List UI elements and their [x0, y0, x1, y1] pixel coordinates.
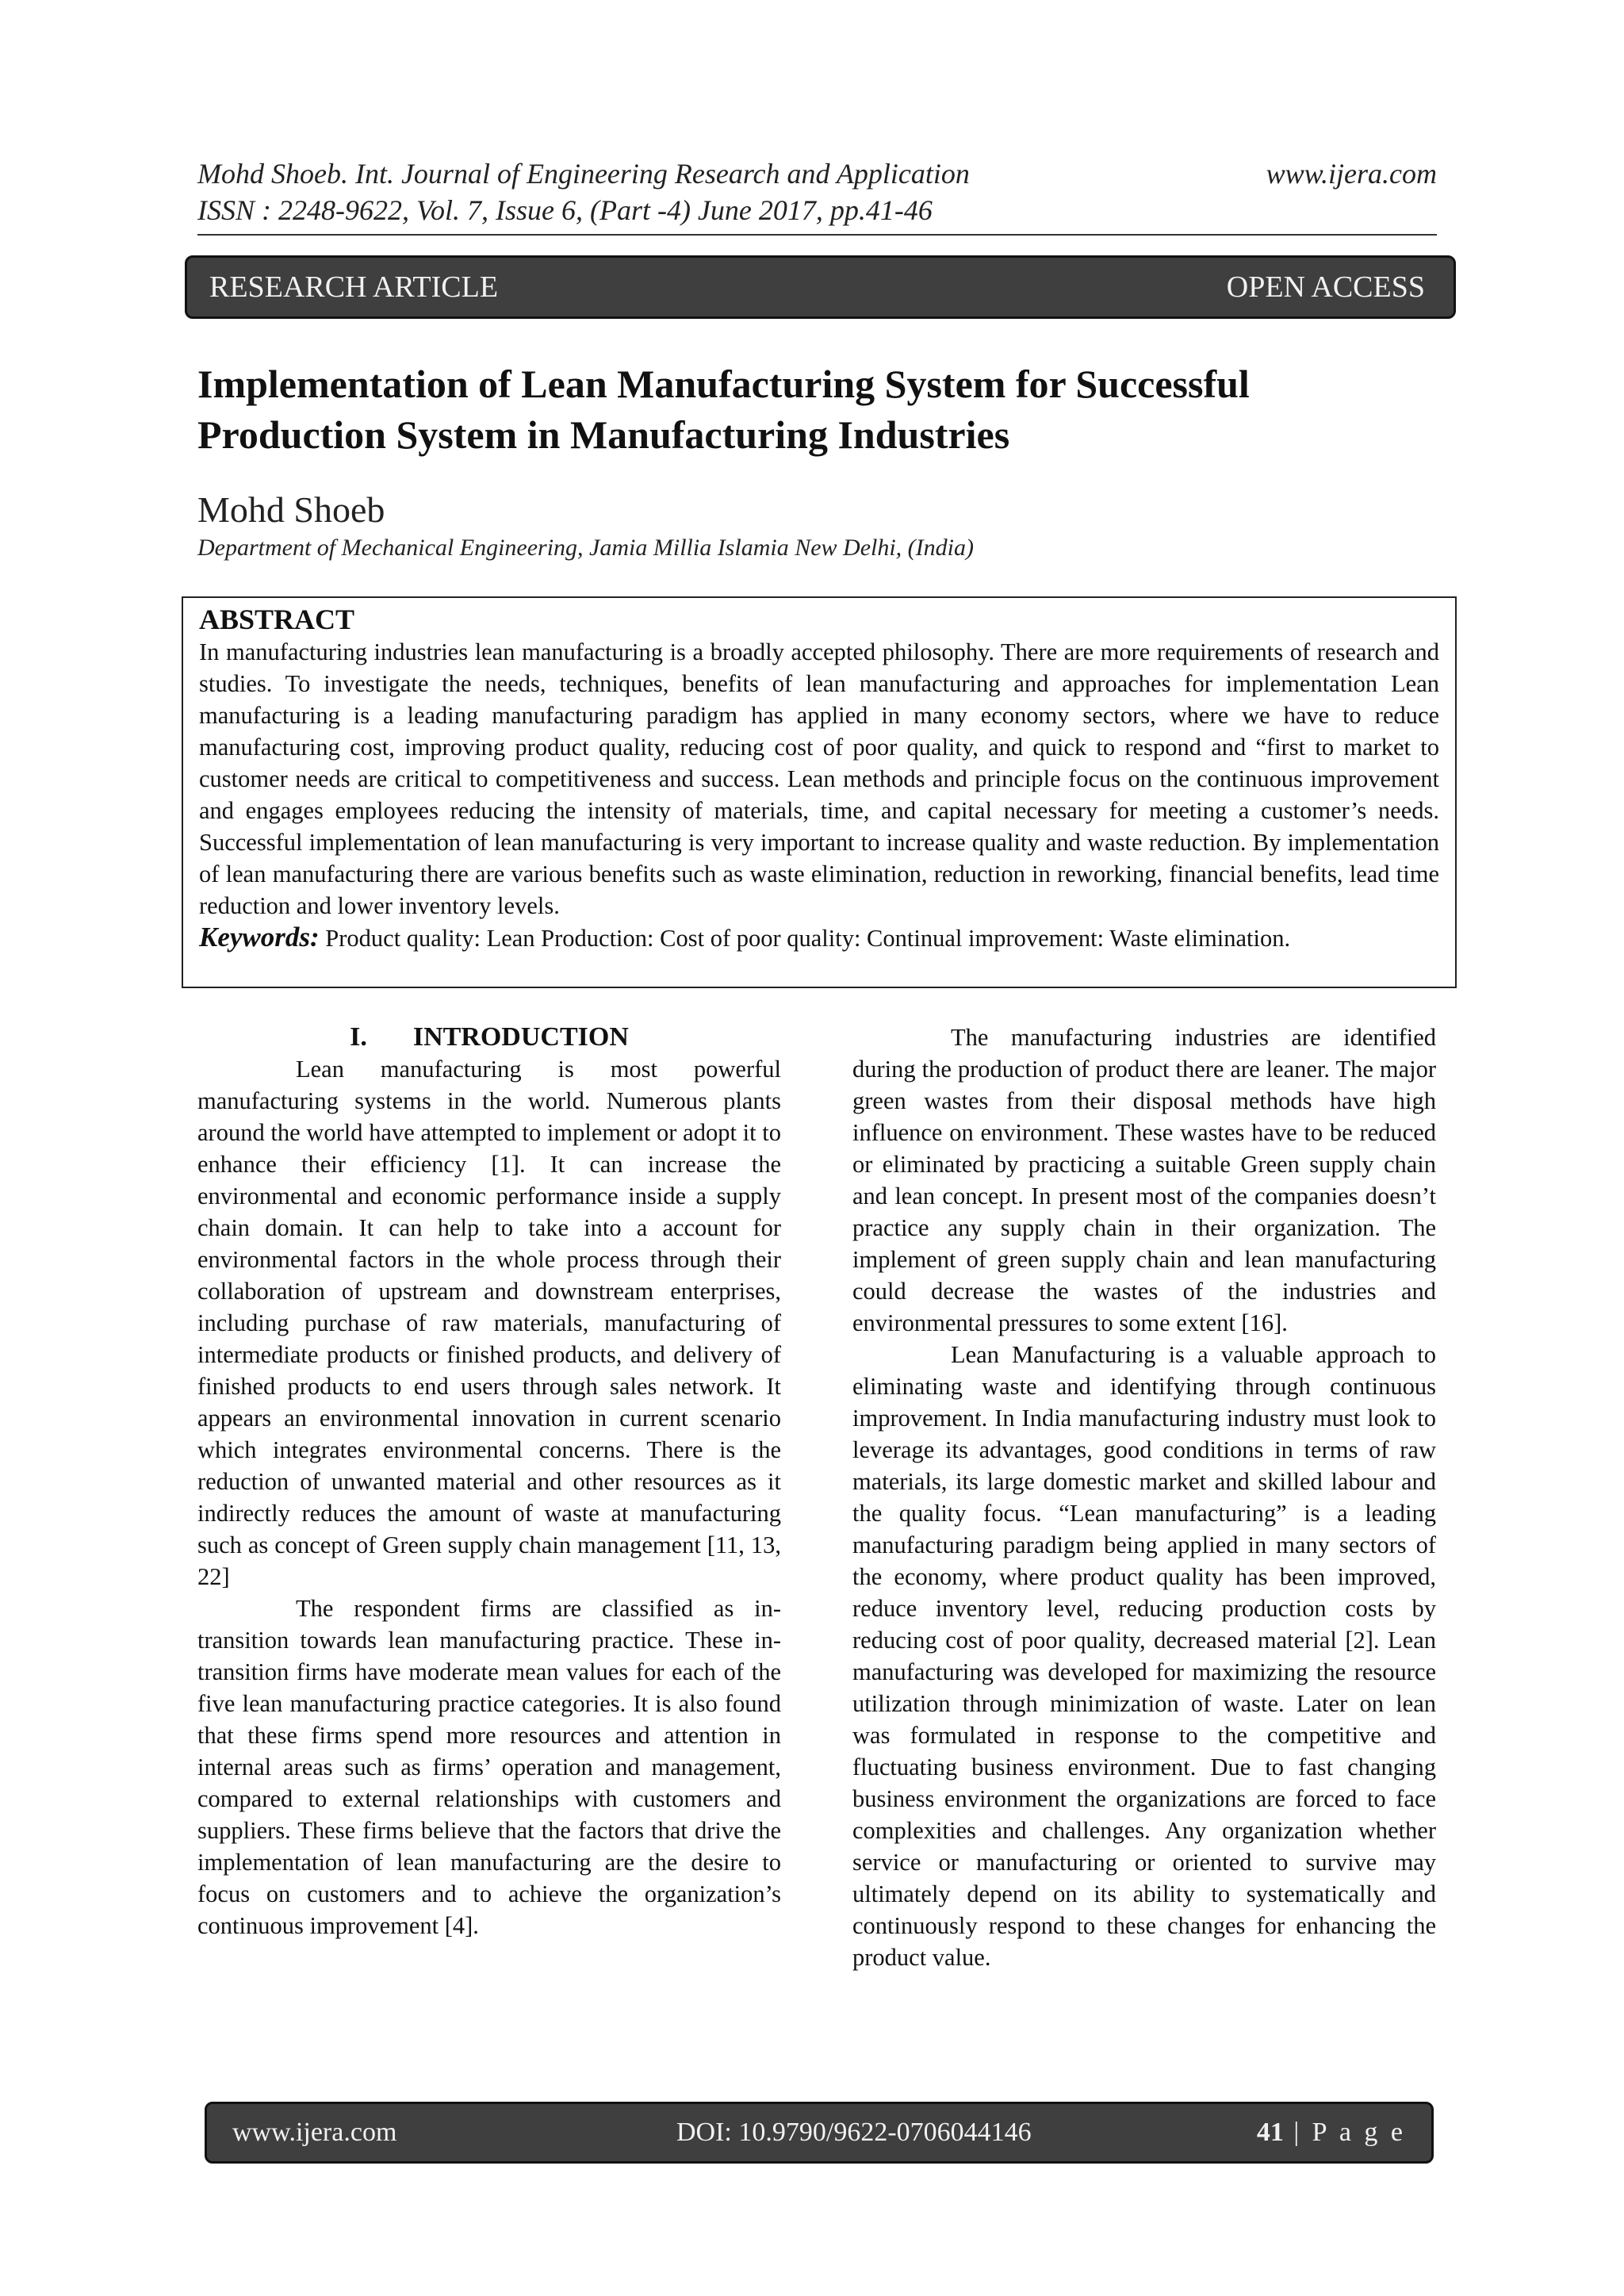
section-title: INTRODUCTION: [412, 1022, 629, 1052]
intro-paragraph: Lean manufacturing is most powerful manufacturing systems in the world. Numerous plants around the world have attempted to implement or adopt it to enhance their efficiency [1]. It can increase the environmental and economic performance inside a supply chain domain. It can help to take into a account for environmental factors in the whole process through their collaboration of upstream and downstream enterprises, including purchase of raw materials, manufacturing of intermediate products or finished products, and delivery of finished products to end users through sales network. It appears an environmental innovation in current scenario which integrates environmental concerns. There is the reduction of unwanted material and other resources as it indirectly reduces the amount of waste at manufacturing such as concept of Green supply chain management [11, 13, 22]: [197, 1056, 781, 1590]
abstract-heading: ABSTRACT: [199, 604, 355, 635]
keywords-label: Keywords:: [199, 922, 320, 953]
page-label: | P a g e: [1293, 2118, 1406, 2147]
page-footer: [205, 2102, 1434, 2164]
intro-paragraph: The respondent firms are classified as in-transition towards lean manufacturing practice. These in-transition firms have moderate mean values for each of the five lean manufacturing practice categories. It is also found that these firms spend more resources and attention in internal areas such as firms’ operation and management, compared to external relationships with customers and suppliers. These firms believe that the factors that drive the implementation of lean manufacturing are the desire to focus on customers and to achieve the organization’s continuous improvement [4].: [197, 1595, 781, 1939]
page-number: 41: [1256, 2118, 1284, 2147]
footer-page: [1257, 2118, 1406, 2148]
left-column: [197, 1022, 781, 1941]
abstract-box: [182, 596, 1457, 988]
body-paragraph: Lean Manufacturing is a valuable approach to eliminating waste and identifying through continuous improvement. In India manufacturing industry must look to leverage its advantages, good conditions in terms of raw materials, its large domestic market and skilled labour and the quality focus. “Lean manufacturing” is a leading manufacturing paradigm being applied in many sectors of the economy, where product quality has been improved, reduce inventory level, reducing production costs by reducing cost of poor quality, decreased material [2]. Lean manufacturing was developed for maximizing the resource utilization through minimization of waste. Later on lean was formulated in response to the competitive and fluctuating business environment. Due to fast changing business environment the organizations are forced to face complexities and challenges. Any organization whether service or manufacturing or oriented to survive may ultimately depend on its ability to systematically and continuously respond to these changes for enhancing the product value.: [852, 1341, 1436, 1971]
author-affiliation: Department of Mechanical Engineering, Jamia Millia Islamia New Delhi, (India): [197, 535, 974, 561]
running-header: [197, 155, 1437, 228]
section-number: I.: [350, 1022, 367, 1052]
keywords-line: [199, 922, 1439, 954]
keywords-text: Product quality: Lean Production: Cost of poor quality: Continual improvement: Waste elimination.: [325, 925, 1291, 952]
footer-website: www.ijera.com: [232, 2118, 397, 2147]
body-paragraph: The manufacturing industries are identified during the production of product there are leaner. The major green wastes from their disposal methods have high influence on environment. These wastes have to be reduced or eliminated by practicing a suitable Green supply chain and lean concept. In present most of the companies doesn’t practice any supply chain in their organization. The implement of green supply chain and lean manufacturing could decrease the wastes of the industries and environmental pressures to some extent [16].: [852, 1024, 1436, 1336]
footer-doi: DOI: 10.9790/9622-0706044146: [676, 2118, 1032, 2147]
open-access-label: OPEN ACCESS: [1226, 270, 1425, 304]
article-type-banner: [185, 255, 1456, 319]
research-article-label: RESEARCH ARTICLE: [209, 270, 499, 304]
abstract-body: In manufacturing industries lean manufacturing is a broadly accepted philosophy. There are more requirements of research and studies. To investigate the needs, techniques, benefits of lean manufacturing and approaches for implementation Lean manufacturing is a leading manufacturing paradigm has applied in many economy sectors, where we have to reduce manufacturing cost, improving product quality, reducing cost of poor quality, and quick to respond and “first to market to customer needs are critical to competitiveness and success. Lean methods and principle focus on the continuous improvement and engages employees reducing the intensity of materials, time, and capital necessary for meeting a customer’s needs. Successful implementation of lean manufacturing is very important to increase quality and waste reduction. By implementation of lean manufacturing there are various benefits such as waste elimination, reduction in reworking, financial benefits, lead time reduction and lower inventory levels.: [199, 638, 1439, 919]
issn-line: ISSN : 2248-9622, Vol. 7, Issue 6, (Part -4) June 2017, pp.41-46: [197, 194, 933, 226]
header-rule: [197, 234, 1437, 236]
right-column: [852, 1022, 1436, 1973]
journal-website: www.ijera.com: [1266, 158, 1437, 190]
journal-line: Mohd Shoeb. Int. Journal of Engineering Research and Application: [197, 158, 970, 190]
section-heading-introduction: [197, 1022, 781, 1053]
paper-title: Implementation of Lean Manufacturing System for Successful Production System in Manufacturing Industries: [197, 362, 1250, 457]
author-name: Mohd Shoeb: [197, 489, 385, 530]
